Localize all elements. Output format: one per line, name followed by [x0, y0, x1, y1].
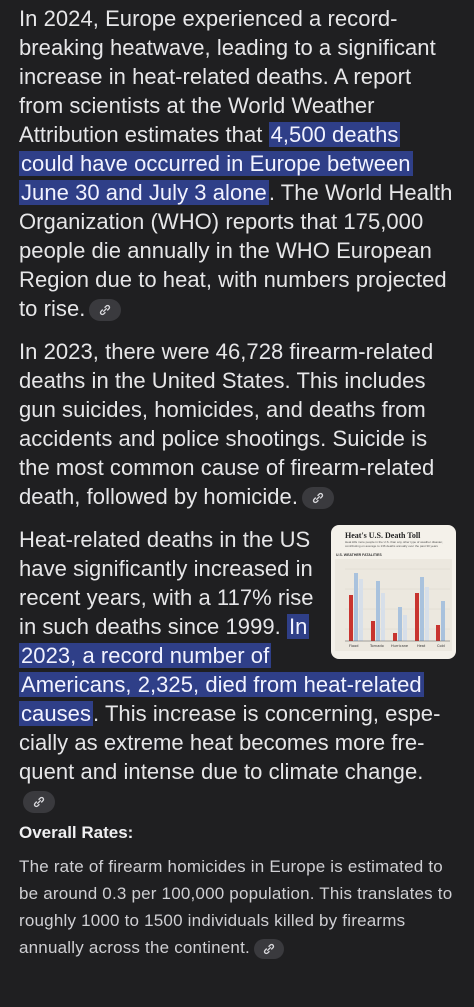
- highlighted-citation[interactable]: In 2023, a record number of Americans, 2,325, died from heat-related causes: [21, 614, 422, 726]
- highlighted-citation[interactable]: 4,500 deaths could have occurred in Europe between June 30 and July 3 alone: [21, 122, 411, 205]
- thumbnail-heading: U.S. WEATHER FATALITIES: [336, 553, 382, 557]
- paragraph-text: The rate of firearm homicides in Europe is estimated to be around 0.3 per 100,000 population. This translates to roughly 1000 to 1500 individuals killed by firearms annually across the continent.: [19, 857, 453, 957]
- thumbnail-category-label: Hurricane: [391, 644, 409, 648]
- source-link-button[interactable]: [89, 299, 121, 321]
- thumbnail-subtitle: Heat kills more people in the U.S. than any other type of weather disaster, contributing on average to 136 deaths annually over the past 30 years: [345, 540, 443, 548]
- thumbnail-category-label: Tornado: [370, 644, 384, 648]
- link-icon: [98, 303, 112, 317]
- thumbnail-category-label: Cold: [437, 644, 445, 648]
- section-heading-overall-rates: Overall Rates:: [19, 823, 134, 842]
- paragraph-text: In 2024, Europe experienced a record-breaking heatwave, leading to a significant increase in heat-related deaths. A report from scientists at the World Weather Attribution estimates that: [19, 6, 436, 147]
- thumbnail-category-label: Heat: [417, 644, 426, 648]
- paragraph-text: Heat-related deaths in the US have significantly increased in recent years, with a 117% rise in such deaths since 1999.: [19, 527, 314, 639]
- link-icon: [311, 491, 325, 505]
- thumbnail-bar-chart: [335, 559, 452, 651]
- paragraph-text: In 2023, there were 46,728 firearm-related deaths in the United States. This includes gun suicides, homicides, and deaths from accidents and police shootings. Suicide is the most common cause of firearm-related death, followed by homicide.: [19, 339, 435, 509]
- source-link-button[interactable]: [23, 791, 55, 813]
- thumbnail-title: Heat's U.S. Death Toll: [345, 531, 421, 540]
- source-link-button[interactable]: [302, 487, 334, 509]
- source-link-button[interactable]: [254, 939, 284, 959]
- link-icon: [32, 795, 46, 809]
- paragraph-text: . This increase is concerning, especially as extreme heat becomes more frequent and intense due to climate change.: [19, 701, 441, 784]
- paragraph-us-firearm-deaths: [19, 337, 456, 511]
- source-image-thumbnail[interactable]: [331, 525, 456, 659]
- paragraph-europe-heatwave: [19, 4, 456, 323]
- paragraph-europe-firearm-rate: [19, 853, 456, 961]
- thumbnail-category-label: Flood: [349, 644, 359, 648]
- section-us-heat-deaths: [19, 525, 456, 815]
- paragraph-text: . The World Health Organization (WHO) reports that 175,000 people die annually in the WHO European Region due to heat, with numbers projected to rise.: [19, 180, 453, 321]
- link-icon: [262, 942, 276, 956]
